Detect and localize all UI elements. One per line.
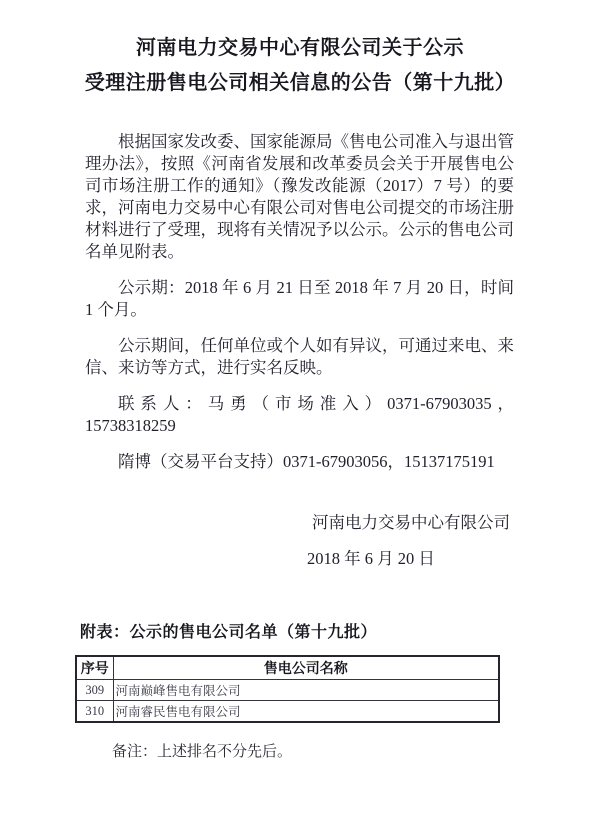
table-header-row [76, 656, 499, 680]
signature-organization: 河南电力交易中心有限公司 [312, 513, 510, 532]
table-cell-seq: 310 [76, 701, 113, 723]
table-header-company-name: 售电公司名称 [113, 656, 499, 680]
contact-line-market-access: 联系人：马勇（市场准入）0371-67903035，15738318259 [85, 394, 514, 435]
attachment-title: 附表：公示的售电公司名单（第十九批） [80, 624, 378, 641]
attachment-note: 备注：上述排名不分先后。 [112, 744, 293, 760]
signature-block [85, 513, 514, 569]
document-title-line2: 受理注册售电公司相关信息的公告（第十九批） [84, 72, 516, 94]
table-header-seq: 序号 [76, 656, 113, 680]
paragraph-objection-channels: 公示期间，任何单位或个人如有异议，可通过来电、来信、来访等方式，进行实名反映。 [85, 336, 514, 377]
attachment-section [75, 619, 500, 761]
paragraph-publicity-period: 公示期：2018 年 6 月 21 日至 2018 年 7 月 20 日，时间 1 个月。 [85, 278, 514, 319]
table-row [76, 680, 499, 701]
company-table [75, 655, 500, 723]
table-cell-company-name: 河南睿民售电有限公司 [113, 701, 499, 723]
table-cell-seq: 309 [76, 680, 113, 701]
document-body [85, 131, 514, 473]
signature-date: 2018 年 6 月 20 日 [307, 549, 435, 568]
paragraph-basis: 根据国家发改委、国家能源局《售电公司准入与退出管理办法》，按照《河南省发展和改革委员会关于开展售电公司市场注册工作的通知》（豫发改能源（2017）7 号）的要求，河南电力交易中心有限公司对售电公司提交的市场注册材料进行了受理，现将有关情况予以公示。公示的售电公司名单见附表。 [85, 132, 514, 261]
table-cell-company-name: 河南巅峰售电有限公司 [113, 680, 499, 701]
document-title-line1: 河南电力交易中心有限公司关于公示 [136, 37, 464, 59]
table-row [76, 701, 499, 723]
contact-line-platform-support: 隋博（交易平台支持）0371-67903056，15137175191 [118, 452, 495, 471]
